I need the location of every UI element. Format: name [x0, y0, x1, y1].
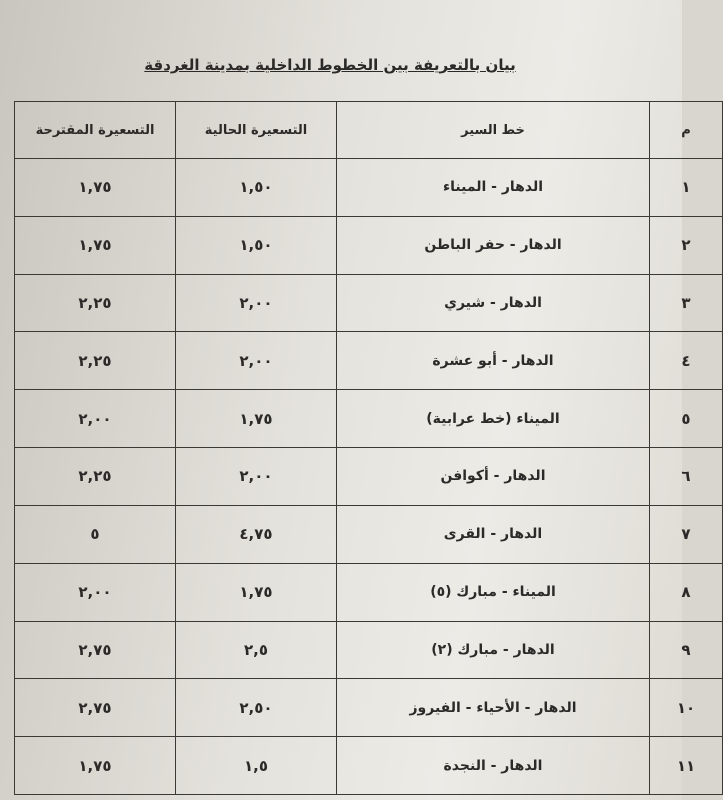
cell-current-fare: ٢,٠٠ [176, 332, 337, 390]
table-row [15, 274, 723, 332]
cell-serial: ٨ [650, 563, 723, 621]
cell-current-fare: ١,٥٠ [176, 216, 337, 274]
cell-route: الدهار - الميناء [337, 159, 650, 217]
cell-current-fare: ١,٧٥ [176, 563, 337, 621]
document-title: بيان بالتعريفة بين الخطوط الداخلية بمدينة الغردقة [144, 56, 516, 74]
cell-proposed-fare: ٢,٢٥ [15, 274, 176, 332]
cell-proposed-fare: ١,٧٥ [15, 216, 176, 274]
cell-serial: ١١ [650, 737, 723, 795]
fare-table [14, 101, 723, 795]
table-row [15, 390, 723, 448]
cell-proposed-fare: ٢,٠٠ [15, 563, 176, 621]
table-row [15, 159, 723, 217]
cell-serial: ٥ [650, 390, 723, 448]
cell-current-fare: ١,٥٠ [176, 159, 337, 217]
cell-serial: ١٠ [650, 679, 723, 737]
table-row [15, 332, 723, 390]
cell-serial: ٧ [650, 505, 723, 563]
cell-current-fare: ٢,٥ [176, 621, 337, 679]
cell-route: الدهار - الأحياء - الفيروز [337, 679, 650, 737]
cell-proposed-fare: ٢,٢٥ [15, 332, 176, 390]
cell-proposed-fare: ٥ [15, 505, 176, 563]
cell-serial: ٦ [650, 448, 723, 506]
cell-route: الدهار - أبو عشرة [337, 332, 650, 390]
table-row [15, 505, 723, 563]
cell-proposed-fare: ٢,٧٥ [15, 621, 176, 679]
table-row [15, 563, 723, 621]
cell-current-fare: ٢,٠٠ [176, 274, 337, 332]
header-serial: م [650, 102, 723, 159]
cell-proposed-fare: ٢,٧٥ [15, 679, 176, 737]
cell-route: الدهار - النجدة [337, 737, 650, 795]
cell-route: الدهار - شيري [337, 274, 650, 332]
cell-current-fare: ٢,٠٠ [176, 448, 337, 506]
cell-proposed-fare: ١,٧٥ [15, 159, 176, 217]
cell-proposed-fare: ١,٧٥ [15, 737, 176, 795]
table-header-row [15, 102, 723, 159]
cell-serial: ١ [650, 159, 723, 217]
table-row [15, 679, 723, 737]
cell-proposed-fare: ٢,٢٥ [15, 448, 176, 506]
cell-proposed-fare: ٢,٠٠ [15, 390, 176, 448]
cell-route: الدهار - مبارك (٢) [337, 621, 650, 679]
table-row [15, 216, 723, 274]
table-row [15, 621, 723, 679]
cell-route: الدهار - حفر الباطن [337, 216, 650, 274]
header-proposed-fare: التسعيرة المقترحة [15, 102, 176, 159]
cell-route: الدهار - أكوافن [337, 448, 650, 506]
cell-current-fare: ١,٧٥ [176, 390, 337, 448]
cell-serial: ٤ [650, 332, 723, 390]
cell-route: الميناء - مبارك (٥) [337, 563, 650, 621]
cell-current-fare: ٢,٥٠ [176, 679, 337, 737]
header-current-fare: التسعيرة الحالية [176, 102, 337, 159]
header-route: خط السير [337, 102, 650, 159]
cell-route: الميناء (خط عرابية) [337, 390, 650, 448]
cell-route: الدهار - القرى [337, 505, 650, 563]
cell-current-fare: ١,٥ [176, 737, 337, 795]
cell-serial: ٩ [650, 621, 723, 679]
cell-current-fare: ٤,٧٥ [176, 505, 337, 563]
table-row [15, 448, 723, 506]
table-row [15, 737, 723, 795]
cell-serial: ٢ [650, 216, 723, 274]
cell-serial: ٣ [650, 274, 723, 332]
